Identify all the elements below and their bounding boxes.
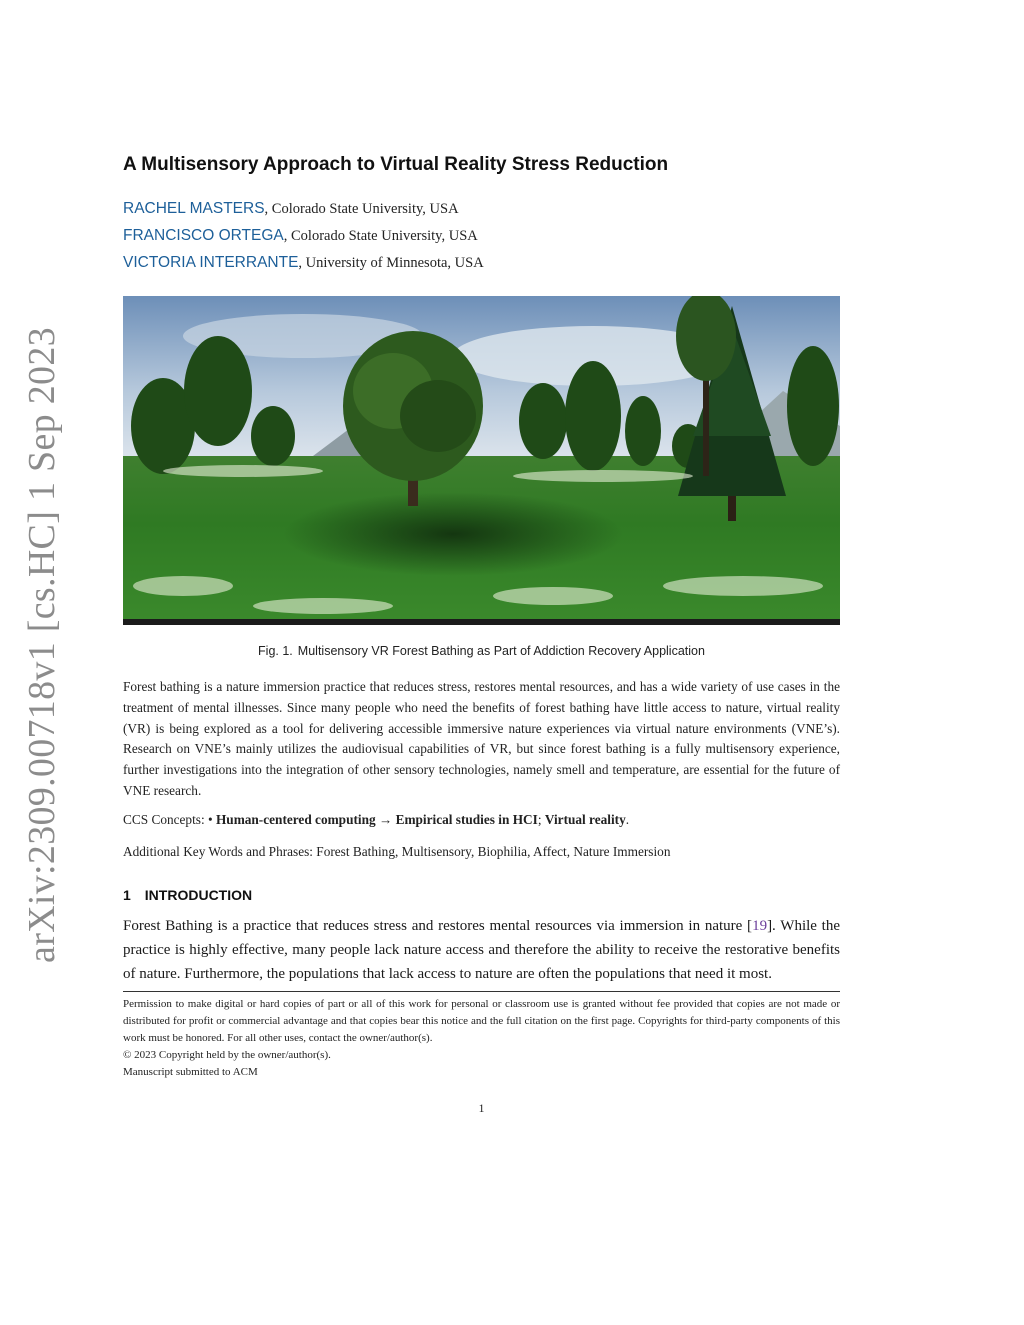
ccs-concept: Human-centered computing xyxy=(215,812,376,827)
section-title: INTRODUCTION xyxy=(144,887,253,903)
footnote xyxy=(123,996,840,1081)
intro-text: Forest Bathing is a practice that reduces stress and restores mental resources via immersion in nature [ xyxy=(123,918,753,934)
permission-notice: Permission to make digital or hard copies of part or all of this work for personal or classroom use is granted without fee provided that copies are not made or distributed for profit or commercial advantage and that copies bear this notice and the full citation on the first page. Copyrights for third-party components of this work must be honored. For all other uses, contact the owner/author(s). xyxy=(123,998,840,1044)
citation-link[interactable]: 19 xyxy=(752,918,768,934)
author-name[interactable]: FRANCISCO ORTEGA xyxy=(123,227,284,244)
keywords: Additional Key Words and Phrases: Forest Bathing, Multisensory, Biophilia, Affect, Nature Immersion xyxy=(123,844,671,859)
manuscript-note: Manuscript submitted to ACM xyxy=(123,1066,258,1078)
image-strip xyxy=(123,619,840,625)
author-affiliation: , Colorado State University, USA xyxy=(283,228,478,244)
author-affiliation: , University of Minnesota, USA xyxy=(298,255,484,271)
author xyxy=(123,252,484,279)
figure-caption-text: Multisensory VR Forest Bathing as Part of Addiction Recovery Application xyxy=(297,644,705,658)
ccs-separator: ; xyxy=(537,812,545,827)
copyright-notice: © 2023 Copyright held by the owner/author(s). xyxy=(123,1049,331,1061)
forest-vr-figure xyxy=(123,296,840,625)
footnote-rule xyxy=(123,991,840,992)
author xyxy=(123,225,484,252)
forest-scene-image xyxy=(123,296,840,625)
section-heading xyxy=(123,887,252,903)
figure-caption xyxy=(123,644,840,658)
author xyxy=(123,198,484,225)
section-number: 1 xyxy=(123,887,131,903)
author-list xyxy=(123,198,484,279)
author-name[interactable]: RACHEL MASTERS xyxy=(123,200,265,217)
ccs-prefix: CCS Concepts: • xyxy=(123,812,216,827)
page-number: 1 xyxy=(478,1101,485,1115)
paper-title: A Multisensory Approach to Virtual Reality Stress Reduction xyxy=(123,154,669,175)
arxiv-stamp-text: arXiv:2309.00718v1 [cs.HC] 1 Sep 2023 xyxy=(21,327,63,963)
author-name[interactable]: VICTORIA INTERRANTE xyxy=(123,254,299,271)
ccs-concepts xyxy=(123,812,629,828)
tree-shadow xyxy=(283,492,623,576)
author-affiliation: , Colorado State University, USA xyxy=(264,201,459,217)
figure-label: Fig. 1. xyxy=(258,644,293,658)
ccs-end: . xyxy=(625,812,630,827)
ccs-concept: Empirical studies in HCI xyxy=(395,812,538,827)
ccs-arrow: → xyxy=(375,812,396,827)
intro-text: ]. While the practice is highly effective, many people lack nature access and therefore the ability to receive the restorative benefits of nature. Furthermore, the populations that lack access to nature are often the populations that need it most. xyxy=(123,918,841,982)
abstract: Forest bathing is a nature immersion practice that reduces stress, restores mental resources, and has a wide variety of use cases in the treatment of mental illnesses. Since many people who need the benefits of forest bathing have little access to nature, virtual reality (VR) is being explored as a tool for delivering accessible immersive nature experiences via virtual nature environments (VNE’s). Research on VNE’s mainly utilizes the audiovisual capabilities of VR, but since forest bathing is a fully multisensory experience, further investigations into the integration of other sensory technologies, namely smell and temperature, are essential for the future of VNE research. xyxy=(123,679,840,798)
ccs-concept: Virtual reality xyxy=(544,812,626,827)
intro-paragraph xyxy=(123,914,840,986)
